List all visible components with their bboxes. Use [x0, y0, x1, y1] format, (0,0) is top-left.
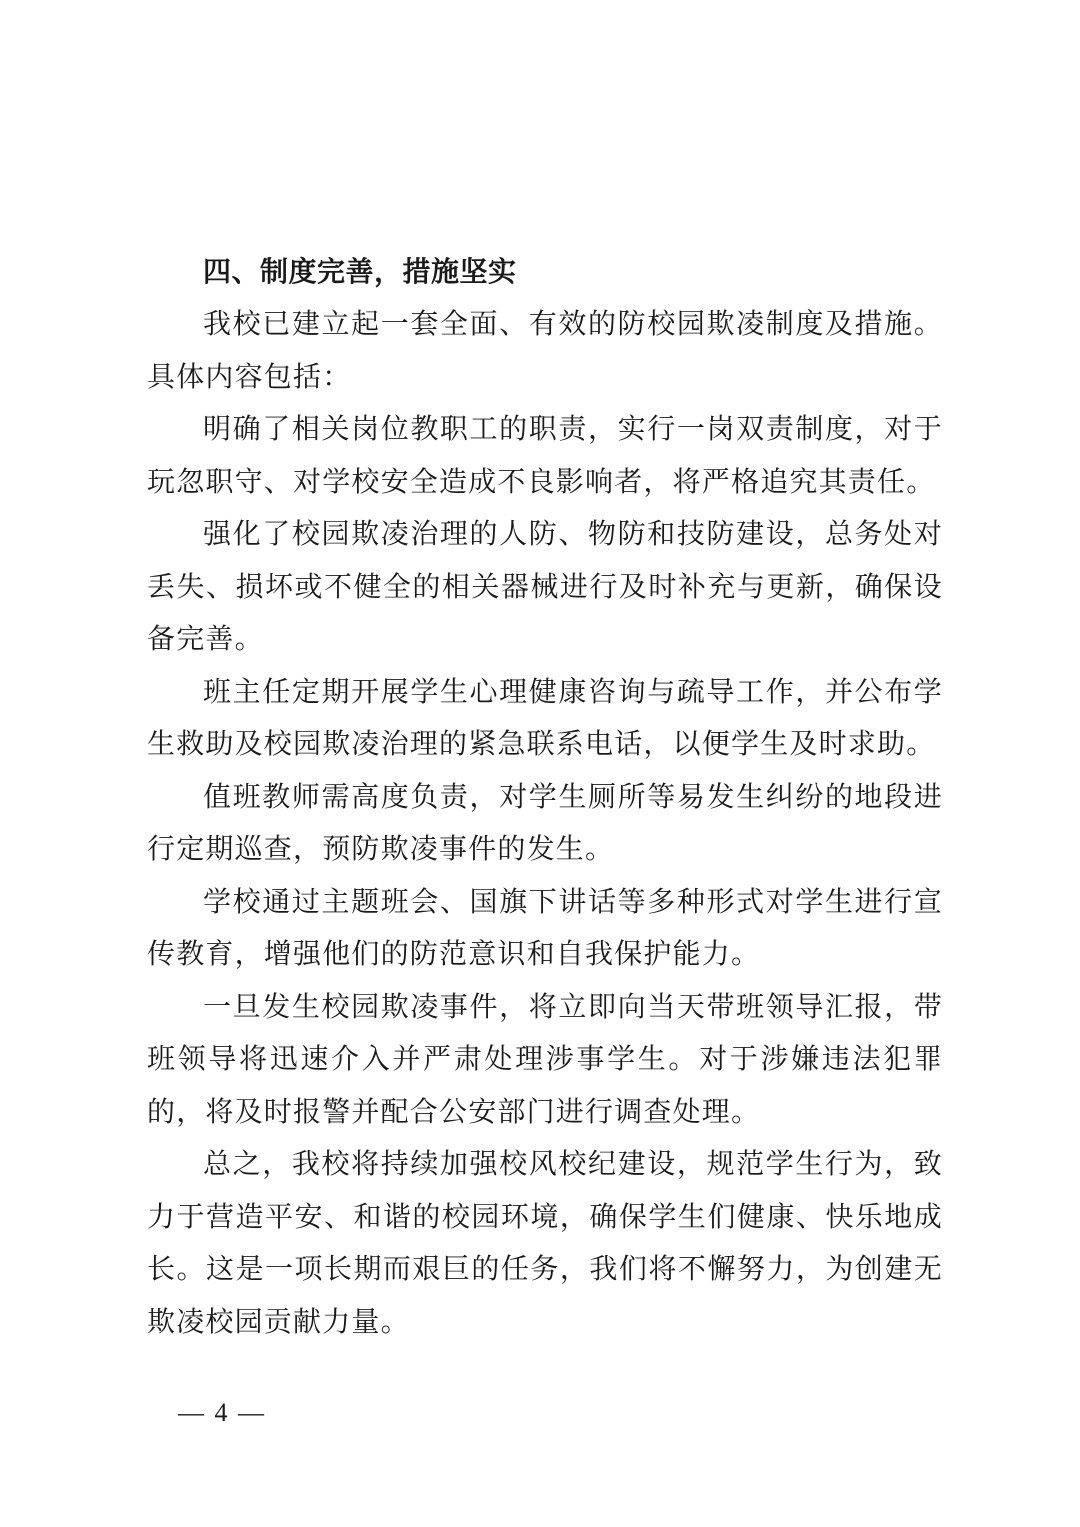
paragraph-intro: 我校已建立起一套全面、有效的防校园欺凌制度及措施。具体内容包括： [147, 307, 943, 393]
paragraph-conclusion: 总之，我校将持续加强校风校纪建设，规范学生行为，致力于营造平安、和谐的校园环境，确保学生们健康、快乐地成长。这是一项长期而艰巨的任务，我们将不懈努力，为创建无欺凌校园贡献力量。 [147, 1147, 943, 1338]
paragraph-counseling: 班主任定期开展学生心理健康咨询与疏导工作，并公布学生救助及校园欺凌治理的紧急联系电话，以便学生及时求助。 [147, 674, 943, 760]
paragraph-patrol: 值班教师需高度负责，对学生厕所等易发生纠纷的地段进行定期巡查，预防欺凌事件的发生。 [147, 779, 943, 865]
paragraph-facilities: 强化了校园欺凌治理的人防、物防和技防建设，总务处对丢失、损坏或不健全的相关器械进行及时补充与更新，确保设备完善。 [147, 517, 943, 655]
paragraph-responsibility: 明确了相关岗位教职工的职责，实行一岗双责制度，对于玩忽职守、对学校安全造成不良影响者，将严格追究其责任。 [147, 412, 943, 498]
page-number: — 4 — [178, 1398, 266, 1427]
paragraph-education: 学校通过主题班会、国旗下讲话等多种形式对学生进行宣传教育，增强他们的防范意识和自我保护能力。 [147, 884, 943, 970]
paragraph-incident-handling: 一旦发生校园欺凌事件，将立即向当天带班领导汇报，带班领导将迅速介入并严肃处理涉事学生。对于涉嫌违法犯罪的，将及时报警并配合公安部门进行调查处理。 [147, 989, 943, 1128]
section-heading: 四、制度完善，措施坚实 [203, 255, 517, 288]
document-body [147, 246, 943, 1348]
